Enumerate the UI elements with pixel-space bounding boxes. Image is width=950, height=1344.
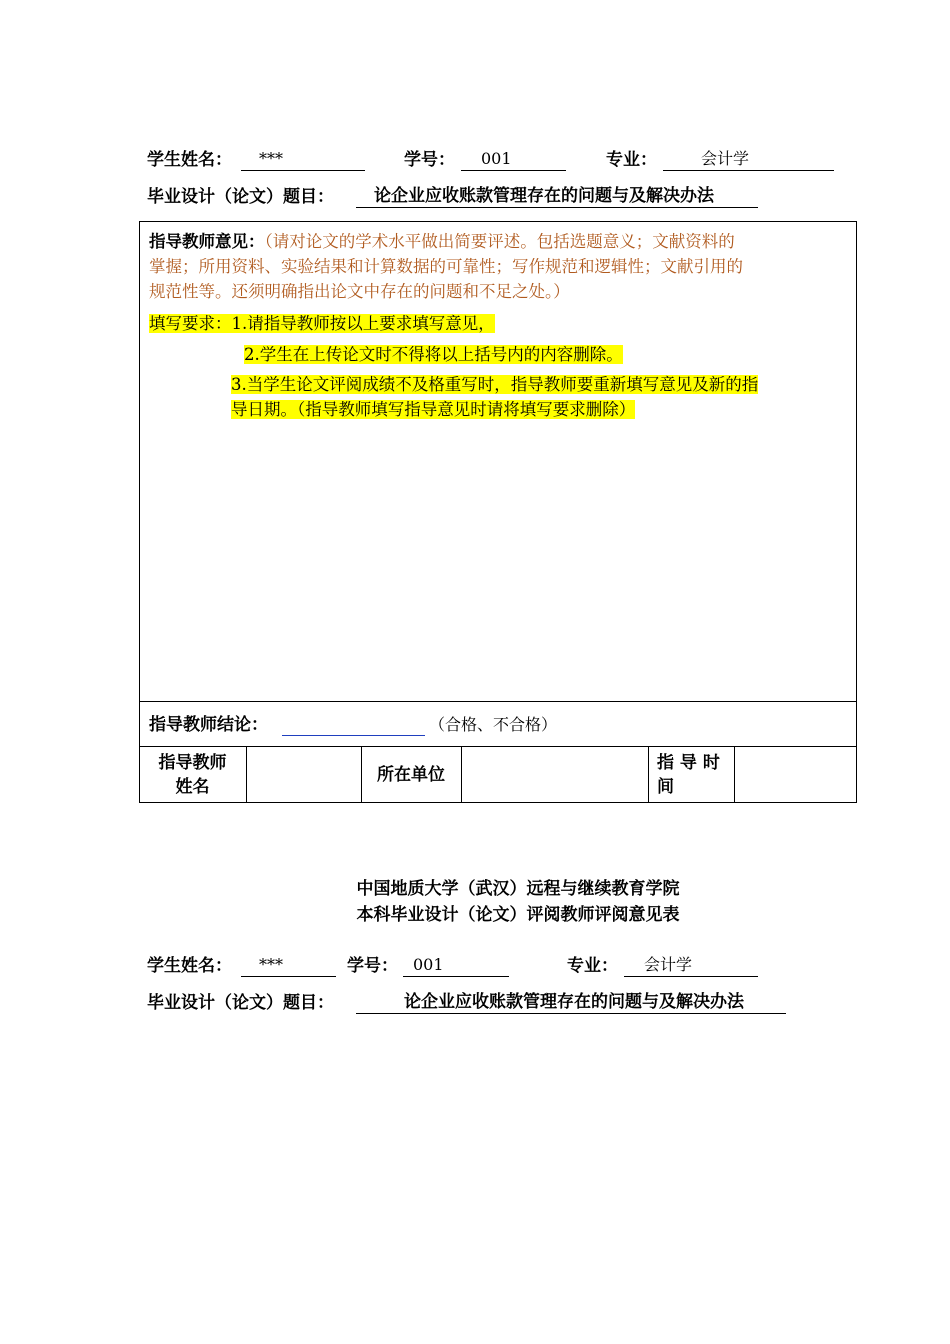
student-id-label: 学号：: [404, 150, 455, 170]
student-id-field-2[interactable]: [403, 954, 509, 977]
conclusion-field[interactable]: [282, 713, 425, 736]
teacher-name-label-line2: 姓名: [175, 777, 210, 797]
student-name-value: ***: [259, 149, 283, 168]
time-label-line2: 间: [657, 777, 674, 797]
requirement-1-text: 1.请指导教师按以上要求填写意见，: [231, 314, 495, 333]
student-id-value-2: 001: [413, 955, 444, 974]
major-value: 会计学: [701, 149, 750, 168]
table-divider-1: [139, 701, 857, 702]
thesis-title-label-2: 毕业设计（论文）题目：: [147, 993, 334, 1013]
requirement-2: [244, 342, 623, 367]
table-col-divider-4: [648, 746, 649, 802]
time-cell[interactable]: [735, 747, 856, 802]
thesis-title-field-2[interactable]: [356, 991, 786, 1014]
opinion-instruction-line1: （请对论文的学术水平做出简要评述。包括选题意义；文献资料的: [264, 232, 735, 251]
teacher-name-label-line1: 指导教师: [158, 753, 227, 773]
requirement-3-line2: 导日期。（指导教师填写指导意见时请将填写要求删除）: [231, 400, 636, 419]
thesis-title-value: 论企业应收账款管理存在的问题与及解决办法: [374, 186, 714, 206]
student-name-label-2: 学生姓名：: [147, 956, 232, 976]
form-title: 本科毕业设计（论文）评阅教师评阅意见表: [356, 905, 680, 925]
major-label-2: 专业：: [567, 956, 618, 976]
time-label-line1: 指 导 时: [657, 753, 720, 773]
major-value-2: 会计学: [644, 955, 693, 974]
opinion-instruction-line3: 规范性等。还须明确指出论文中存在的问题和不足之处。）: [149, 282, 570, 301]
student-id-field[interactable]: [461, 148, 566, 171]
school-title: 中国地质大学（武汉）远程与继续教育学院: [356, 879, 680, 899]
student-name-field-2[interactable]: [241, 954, 336, 977]
requirement-label: 填写要求：: [149, 314, 232, 333]
opinion-label: 指导教师意见：: [149, 232, 265, 251]
unit-label: 所在单位: [377, 765, 445, 785]
student-id-label-2: 学号：: [347, 956, 398, 976]
student-name-value-2: ***: [259, 955, 283, 974]
thesis-title-label: 毕业设计（论文）题目：: [147, 187, 334, 207]
opinion-instruction-line2: 掌握；所用资料、实验结果和计算数据的可靠性；写作规范和逻辑性；文献引用的: [149, 257, 743, 276]
conclusion-label: 指导教师结论：: [149, 715, 268, 735]
unit-cell[interactable]: [462, 747, 648, 802]
teacher-name-cell[interactable]: [247, 747, 361, 802]
conclusion-options: （合格、不合格）: [429, 715, 558, 734]
thesis-title-field[interactable]: [356, 185, 758, 208]
thesis-title-value-2: 论企业应收账款管理存在的问题与及解决办法: [404, 992, 744, 1012]
opinion-cell[interactable]: [149, 229, 849, 304]
requirement-3: [231, 372, 758, 422]
teacher-name-label: [139, 751, 246, 799]
major-field[interactable]: [663, 148, 834, 171]
student-name-label: 学生姓名：: [147, 150, 232, 170]
requirement-1: [149, 311, 495, 336]
major-label: 专业：: [606, 150, 657, 170]
student-id-value: 001: [481, 149, 512, 168]
time-label: [657, 751, 720, 799]
requirement-3-line1: 3.当学生论文评阅成绩不及格重写时，指导教师要重新填写意见及新的指: [231, 375, 759, 394]
student-name-field[interactable]: [241, 148, 365, 171]
requirement-2-text: 2.学生在上传论文时不得将以上括号内的内容删除。: [244, 345, 623, 364]
major-field-2[interactable]: [624, 954, 758, 977]
